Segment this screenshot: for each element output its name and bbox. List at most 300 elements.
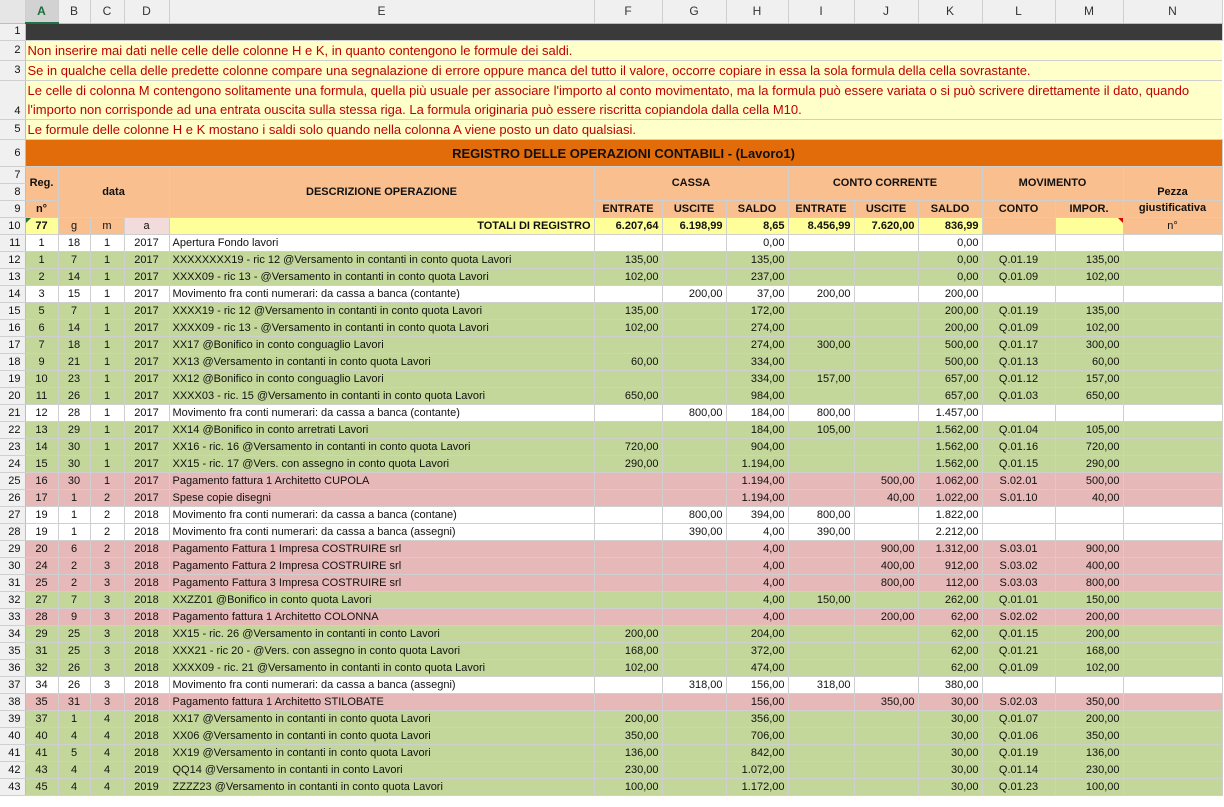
cc-saldo-cell[interactable]: 1.062,00 <box>918 473 982 490</box>
month-cell[interactable]: 3 <box>90 626 124 643</box>
row-header[interactable]: 41 <box>0 745 25 762</box>
importo-cell[interactable]: 800,00 <box>1055 575 1123 592</box>
row-header[interactable]: 2 <box>0 41 25 61</box>
cassa-uscite-cell[interactable] <box>662 490 726 507</box>
row-header[interactable]: 20 <box>0 388 25 405</box>
day-cell[interactable]: 30 <box>58 473 90 490</box>
day-cell[interactable]: 25 <box>58 626 90 643</box>
day-cell[interactable]: 18 <box>58 337 90 354</box>
conto-header[interactable]: CONTO <box>982 201 1055 218</box>
cc-entrate-cell[interactable] <box>788 660 854 677</box>
row-header[interactable]: 32 <box>0 592 25 609</box>
cassa-entrate-cell[interactable]: 135,00 <box>594 303 662 320</box>
cassa-entrate-cell[interactable]: 168,00 <box>594 643 662 660</box>
month-cell[interactable]: 3 <box>90 694 124 711</box>
pezza-cell[interactable] <box>1123 320 1222 337</box>
importo-cell[interactable]: 135,00 <box>1055 303 1123 320</box>
year-cell[interactable]: 2017 <box>124 269 169 286</box>
row-header[interactable]: 15 <box>0 303 25 320</box>
year-cell[interactable]: 2018 <box>124 575 169 592</box>
cassa-entrate-cell[interactable] <box>594 422 662 439</box>
pezza-cell[interactable] <box>1123 745 1222 762</box>
conto-cell[interactable] <box>982 405 1055 422</box>
cassa-entrate-header[interactable]: ENTRATE <box>594 201 662 218</box>
pezza-cell[interactable] <box>1123 490 1222 507</box>
cc-saldo-cell[interactable]: 30,00 <box>918 711 982 728</box>
cc-entrate-header[interactable]: ENTRATE <box>788 201 854 218</box>
cassa-saldo-cell[interactable]: 4,00 <box>726 558 788 575</box>
cc-entrate-cell[interactable]: 150,00 <box>788 592 854 609</box>
month-cell[interactable]: 1 <box>90 252 124 269</box>
cc-entrate-cell[interactable] <box>788 575 854 592</box>
day-cell[interactable]: 31 <box>58 694 90 711</box>
description-cell[interactable]: XX12 @Bonifico in conto conguaglio Lavori <box>169 371 594 388</box>
cassa-uscite-cell[interactable] <box>662 371 726 388</box>
cassa-saldo-cell[interactable]: 356,00 <box>726 711 788 728</box>
row-header[interactable]: 5 <box>0 120 25 140</box>
pezza-cell[interactable] <box>1123 337 1222 354</box>
cc-uscite-cell[interactable]: 800,00 <box>854 575 918 592</box>
pezza-cell[interactable] <box>1123 354 1222 371</box>
description-cell[interactable]: Movimento fra conti numerari: da cassa a banca (assegni) <box>169 677 594 694</box>
cc-entrate-cell[interactable] <box>788 541 854 558</box>
month-cell[interactable]: 1 <box>90 286 124 303</box>
cc-entrate-cell[interactable] <box>788 711 854 728</box>
cc-saldo-cell[interactable]: 1.312,00 <box>918 541 982 558</box>
cc-entrate-cell[interactable] <box>788 626 854 643</box>
cassa-uscite-cell[interactable] <box>662 728 726 745</box>
day-cell[interactable]: 30 <box>58 456 90 473</box>
cc-entrate-cell[interactable] <box>788 252 854 269</box>
cassa-saldo-cell[interactable]: 204,00 <box>726 626 788 643</box>
dark-band[interactable] <box>25 23 1222 41</box>
column-header-m[interactable]: M <box>1055 0 1123 23</box>
row-header[interactable]: 6 <box>0 140 25 167</box>
row-header[interactable]: 7 <box>0 167 25 184</box>
reg-number-cell[interactable]: 17 <box>25 490 58 507</box>
description-cell[interactable]: Pagamento Fattura 3 Impresa COSTRUIRE srl <box>169 575 594 592</box>
conto-cell[interactable] <box>982 286 1055 303</box>
totals-conto[interactable] <box>982 218 1055 235</box>
row-header[interactable]: 19 <box>0 371 25 388</box>
conto-cell[interactable]: Q.01.09 <box>982 269 1055 286</box>
cc-entrate-cell[interactable] <box>788 728 854 745</box>
year-cell[interactable]: 2018 <box>124 728 169 745</box>
cc-uscite-cell[interactable] <box>854 524 918 541</box>
pezza-cell[interactable] <box>1123 779 1222 796</box>
cc-uscite-cell[interactable] <box>854 388 918 405</box>
cassa-saldo-cell[interactable]: 842,00 <box>726 745 788 762</box>
totals-cc-uscite[interactable]: 7.620,00 <box>854 218 918 235</box>
conto-cell[interactable]: S.01.10 <box>982 490 1055 507</box>
cc-saldo-cell[interactable]: 112,00 <box>918 575 982 592</box>
day-cell[interactable]: 26 <box>58 660 90 677</box>
column-header-h[interactable]: H <box>726 0 788 23</box>
description-cell[interactable]: Pagamento fattura 1 Architetto STILOBATE <box>169 694 594 711</box>
cc-saldo-cell[interactable]: 500,00 <box>918 354 982 371</box>
cc-entrate-cell[interactable] <box>788 609 854 626</box>
cc-uscite-cell[interactable] <box>854 303 918 320</box>
year-cell[interactable]: 2017 <box>124 388 169 405</box>
cassa-saldo-cell[interactable]: 372,00 <box>726 643 788 660</box>
column-header-c[interactable]: C <box>90 0 124 23</box>
description-cell[interactable]: Movimento fra conti numerari: da cassa a banca (contante) <box>169 286 594 303</box>
year-cell[interactable]: 2017 <box>124 473 169 490</box>
day-cell[interactable]: 4 <box>58 728 90 745</box>
day-cell[interactable]: 25 <box>58 643 90 660</box>
cc-uscite-cell[interactable] <box>854 252 918 269</box>
cc-entrate-cell[interactable] <box>788 354 854 371</box>
reg-number-cell[interactable]: 40 <box>25 728 58 745</box>
cassa-saldo-cell[interactable]: 984,00 <box>726 388 788 405</box>
year-cell[interactable]: 2018 <box>124 592 169 609</box>
description-cell[interactable]: XXXX09 - ric 13 - @Versamento in contanti in conto quota Lavori <box>169 269 594 286</box>
cassa-uscite-cell[interactable]: 800,00 <box>662 405 726 422</box>
month-cell[interactable]: 1 <box>90 473 124 490</box>
day-cell[interactable]: 30 <box>58 439 90 456</box>
note-cell-4[interactable]: Le formule delle colonne H e K mostano i saldi solo quando nella colonna A viene posto un dato qualsiasi. <box>25 120 1222 140</box>
cc-uscite-cell[interactable]: 500,00 <box>854 473 918 490</box>
cc-uscite-cell[interactable] <box>854 626 918 643</box>
month-cell[interactable]: 4 <box>90 711 124 728</box>
year-cell[interactable]: 2017 <box>124 422 169 439</box>
reg-n-header[interactable]: n° <box>25 201 58 218</box>
cassa-saldo-cell[interactable]: 274,00 <box>726 337 788 354</box>
conto-cell[interactable]: Q.01.07 <box>982 711 1055 728</box>
column-header-d[interactable]: D <box>124 0 169 23</box>
cassa-uscite-cell[interactable] <box>662 558 726 575</box>
importo-cell[interactable]: 350,00 <box>1055 728 1123 745</box>
cc-saldo-cell[interactable]: 62,00 <box>918 609 982 626</box>
cc-entrate-cell[interactable] <box>788 303 854 320</box>
importo-cell[interactable]: 400,00 <box>1055 558 1123 575</box>
day-cell[interactable]: 18 <box>58 235 90 252</box>
year-cell[interactable]: 2018 <box>124 507 169 524</box>
pezza-cell[interactable] <box>1123 592 1222 609</box>
column-header-l[interactable]: L <box>982 0 1055 23</box>
pezza-cell[interactable] <box>1123 286 1222 303</box>
cassa-uscite-cell[interactable] <box>662 626 726 643</box>
note-cell-3[interactable]: Le celle di colonna M contengono solitamente una formula, quella più usuale per associare l'importo al conto movimentato, ma la formula può essere variata o si può scrivere direttamente il dato, quando l'importo non corrisponde ad una entrata ouscita sulla stessa riga. La formula originaria può essere riscritta copiandola dalla cella M10. <box>25 81 1222 120</box>
cassa-entrate-cell[interactable]: 720,00 <box>594 439 662 456</box>
cc-uscite-cell[interactable] <box>854 405 918 422</box>
cc-saldo-cell[interactable]: 912,00 <box>918 558 982 575</box>
cc-uscite-cell[interactable]: 200,00 <box>854 609 918 626</box>
description-cell[interactable]: XXXXXXXX19 - ric 12 @Versamento in contanti in conto quota Lavori <box>169 252 594 269</box>
conto-cell[interactable]: Q.01.15 <box>982 456 1055 473</box>
day-cell[interactable]: 15 <box>58 286 90 303</box>
cassa-entrate-cell[interactable]: 102,00 <box>594 320 662 337</box>
year-cell[interactable]: 2017 <box>124 286 169 303</box>
conto-cell[interactable] <box>982 235 1055 252</box>
cc-uscite-cell[interactable]: 400,00 <box>854 558 918 575</box>
cassa-uscite-cell[interactable]: 390,00 <box>662 524 726 541</box>
cc-uscite-cell[interactable] <box>854 354 918 371</box>
cassa-uscite-cell[interactable] <box>662 779 726 796</box>
day-cell[interactable]: 1 <box>58 524 90 541</box>
conto-cell[interactable]: Q.01.21 <box>982 643 1055 660</box>
pezza-cell[interactable] <box>1123 388 1222 405</box>
cassa-uscite-cell[interactable] <box>662 660 726 677</box>
cc-uscite-cell[interactable] <box>854 456 918 473</box>
day-cell[interactable]: 28 <box>58 405 90 422</box>
row-header[interactable]: 24 <box>0 456 25 473</box>
cassa-entrate-cell[interactable] <box>594 541 662 558</box>
cassa-entrate-cell[interactable]: 60,00 <box>594 354 662 371</box>
day-cell[interactable]: 7 <box>58 303 90 320</box>
day-cell[interactable]: 7 <box>58 592 90 609</box>
cassa-saldo-cell[interactable]: 4,00 <box>726 575 788 592</box>
totals-count[interactable]: 77 <box>25 218 58 235</box>
conto-cell[interactable]: Q.01.19 <box>982 252 1055 269</box>
cassa-entrate-cell[interactable]: 135,00 <box>594 252 662 269</box>
year-cell[interactable]: 2018 <box>124 541 169 558</box>
month-cell[interactable]: 1 <box>90 456 124 473</box>
reg-number-cell[interactable]: 31 <box>25 643 58 660</box>
reg-number-cell[interactable]: 11 <box>25 388 58 405</box>
row-header[interactable]: 23 <box>0 439 25 456</box>
cc-saldo-cell[interactable]: 30,00 <box>918 779 982 796</box>
year-cell[interactable]: 2018 <box>124 626 169 643</box>
importo-cell[interactable] <box>1055 677 1123 694</box>
reg-number-cell[interactable]: 37 <box>25 711 58 728</box>
day-cell[interactable]: 1 <box>58 490 90 507</box>
row-header[interactable]: 12 <box>0 252 25 269</box>
month-cell[interactable]: 1 <box>90 337 124 354</box>
importo-cell[interactable]: 200,00 <box>1055 711 1123 728</box>
cassa-saldo-cell[interactable]: 156,00 <box>726 677 788 694</box>
row-header[interactable]: 26 <box>0 490 25 507</box>
cassa-saldo-cell[interactable]: 4,00 <box>726 592 788 609</box>
totals-cassa-uscite[interactable]: 6.198,99 <box>662 218 726 235</box>
row-header[interactable]: 9 <box>0 201 25 218</box>
cassa-entrate-cell[interactable]: 100,00 <box>594 779 662 796</box>
month-cell[interactable]: 4 <box>90 762 124 779</box>
cc-uscite-cell[interactable] <box>854 711 918 728</box>
month-cell[interactable]: 1 <box>90 269 124 286</box>
totals-cc-saldo[interactable]: 836,99 <box>918 218 982 235</box>
month-cell[interactable]: 3 <box>90 592 124 609</box>
column-header-n[interactable]: N <box>1123 0 1222 23</box>
impor-header[interactable]: IMPOR. <box>1055 201 1123 218</box>
cassa-uscite-cell[interactable] <box>662 252 726 269</box>
day-cell[interactable]: 14 <box>58 269 90 286</box>
cassa-saldo-cell[interactable]: 334,00 <box>726 354 788 371</box>
year-cell[interactable]: 2018 <box>124 609 169 626</box>
cc-uscite-cell[interactable] <box>854 422 918 439</box>
cassa-uscite-cell[interactable] <box>662 354 726 371</box>
reg-number-cell[interactable]: 14 <box>25 439 58 456</box>
cassa-uscite-cell[interactable]: 318,00 <box>662 677 726 694</box>
reg-number-cell[interactable]: 43 <box>25 762 58 779</box>
month-cell[interactable]: 4 <box>90 728 124 745</box>
description-cell[interactable]: XX17 @Versamento in contanti in conto quota Lavori <box>169 711 594 728</box>
year-cell[interactable]: 2017 <box>124 235 169 252</box>
importo-cell[interactable] <box>1055 507 1123 524</box>
row-header[interactable]: 38 <box>0 694 25 711</box>
cassa-uscite-cell[interactable] <box>662 388 726 405</box>
pezza-cell[interactable] <box>1123 371 1222 388</box>
note-cell-1[interactable]: Non inserire mai dati nelle celle delle colonne H e K, in quanto contengono le formule dei saldi. <box>25 41 1222 61</box>
cc-entrate-cell[interactable]: 318,00 <box>788 677 854 694</box>
day-cell[interactable]: 9 <box>58 609 90 626</box>
row-header[interactable]: 21 <box>0 405 25 422</box>
totals-cc-entrate[interactable]: 8.456,99 <box>788 218 854 235</box>
conto-cell[interactable]: Q.01.01 <box>982 592 1055 609</box>
month-cell[interactable]: 3 <box>90 558 124 575</box>
cassa-saldo-cell[interactable]: 334,00 <box>726 371 788 388</box>
reg-number-cell[interactable]: 10 <box>25 371 58 388</box>
cc-entrate-cell[interactable]: 800,00 <box>788 507 854 524</box>
totals-cassa-saldo[interactable]: 8,65 <box>726 218 788 235</box>
day-cell[interactable]: 29 <box>58 422 90 439</box>
pezza-cell[interactable] <box>1123 728 1222 745</box>
cassa-entrate-cell[interactable] <box>594 286 662 303</box>
conto-cell[interactable]: Q.01.15 <box>982 626 1055 643</box>
cassa-saldo-cell[interactable]: 274,00 <box>726 320 788 337</box>
pezza-cell[interactable] <box>1123 507 1222 524</box>
conto-cell[interactable]: S.02.03 <box>982 694 1055 711</box>
importo-cell[interactable]: 300,00 <box>1055 337 1123 354</box>
movimento-header[interactable]: MOVIMENTO <box>982 167 1123 201</box>
row-header[interactable]: 17 <box>0 337 25 354</box>
column-header-e[interactable]: E <box>169 0 594 23</box>
importo-cell[interactable]: 40,00 <box>1055 490 1123 507</box>
row-header[interactable]: 14 <box>0 286 25 303</box>
cassa-saldo-cell[interactable]: 1.072,00 <box>726 762 788 779</box>
cc-entrate-cell[interactable] <box>788 320 854 337</box>
year-cell[interactable]: 2018 <box>124 558 169 575</box>
reg-number-cell[interactable]: 19 <box>25 524 58 541</box>
cassa-entrate-cell[interactable] <box>594 405 662 422</box>
cc-saldo-cell[interactable]: 30,00 <box>918 728 982 745</box>
reg-number-cell[interactable]: 45 <box>25 779 58 796</box>
importo-cell[interactable]: 150,00 <box>1055 592 1123 609</box>
row-header[interactable]: 31 <box>0 575 25 592</box>
importo-cell[interactable]: 900,00 <box>1055 541 1123 558</box>
column-header-a[interactable]: A <box>25 0 58 23</box>
day-cell[interactable]: 5 <box>58 745 90 762</box>
cc-saldo-cell[interactable]: 0,00 <box>918 235 982 252</box>
cc-entrate-cell[interactable] <box>788 745 854 762</box>
cassa-uscite-cell[interactable] <box>662 337 726 354</box>
conto-cell[interactable]: Q.01.09 <box>982 320 1055 337</box>
year-cell[interactable]: 2018 <box>124 677 169 694</box>
description-cell[interactable]: Movimento fra conti numerari: da cassa a banca (assegni) <box>169 524 594 541</box>
month-cell[interactable]: 3 <box>90 660 124 677</box>
year-cell[interactable]: 2018 <box>124 524 169 541</box>
row-header[interactable]: 36 <box>0 660 25 677</box>
cc-entrate-cell[interactable] <box>788 456 854 473</box>
importo-cell[interactable]: 136,00 <box>1055 745 1123 762</box>
reg-number-cell[interactable]: 35 <box>25 694 58 711</box>
description-cell[interactable]: ZZZZ23 @Versamento in contanti in conto quota Lavori <box>169 779 594 796</box>
reg-number-cell[interactable]: 1 <box>25 235 58 252</box>
data-header[interactable]: data <box>58 167 169 218</box>
day-cell[interactable]: 4 <box>58 762 90 779</box>
cc-uscite-cell[interactable] <box>854 371 918 388</box>
cc-saldo-cell[interactable]: 62,00 <box>918 660 982 677</box>
description-cell[interactable]: XX14 @Bonifico in conto arretrati Lavori <box>169 422 594 439</box>
cassa-saldo-cell[interactable]: 4,00 <box>726 541 788 558</box>
importo-cell[interactable]: 290,00 <box>1055 456 1123 473</box>
cassa-entrate-cell[interactable] <box>594 473 662 490</box>
month-cell[interactable]: 2 <box>90 490 124 507</box>
cc-uscite-cell[interactable] <box>854 660 918 677</box>
year-cell[interactable]: 2019 <box>124 762 169 779</box>
day-cell[interactable]: 14 <box>58 320 90 337</box>
cc-uscite-cell[interactable] <box>854 643 918 660</box>
column-header-i[interactable]: I <box>788 0 854 23</box>
importo-cell[interactable]: 102,00 <box>1055 660 1123 677</box>
cassa-uscite-cell[interactable] <box>662 609 726 626</box>
cassa-uscite-cell[interactable] <box>662 711 726 728</box>
conto-cell[interactable]: Q.01.09 <box>982 660 1055 677</box>
cc-entrate-cell[interactable] <box>788 694 854 711</box>
cc-uscite-cell[interactable] <box>854 677 918 694</box>
cc-entrate-cell[interactable]: 390,00 <box>788 524 854 541</box>
row-header[interactable]: 30 <box>0 558 25 575</box>
row-header[interactable]: 29 <box>0 541 25 558</box>
pezza-cell[interactable] <box>1123 524 1222 541</box>
day-cell[interactable]: 21 <box>58 354 90 371</box>
day-cell[interactable]: 2 <box>58 575 90 592</box>
year-cell[interactable]: 2017 <box>124 490 169 507</box>
cc-entrate-cell[interactable]: 800,00 <box>788 405 854 422</box>
conto-cell[interactable]: Q.01.12 <box>982 371 1055 388</box>
year-cell[interactable]: 2017 <box>124 354 169 371</box>
cc-entrate-cell[interactable] <box>788 490 854 507</box>
importo-cell[interactable] <box>1055 405 1123 422</box>
description-cell[interactable]: XXXX19 - ric 12 @Versamento in contanti in conto quota Lavori <box>169 303 594 320</box>
cc-saldo-cell[interactable]: 62,00 <box>918 626 982 643</box>
description-cell[interactable]: Pagamento fattura 1 Architetto COLONNA <box>169 609 594 626</box>
cc-entrate-cell[interactable] <box>788 235 854 252</box>
cassa-saldo-header[interactable]: SALDO <box>726 201 788 218</box>
cassa-entrate-cell[interactable] <box>594 575 662 592</box>
month-cell[interactable]: 3 <box>90 609 124 626</box>
cassa-entrate-cell[interactable]: 200,00 <box>594 626 662 643</box>
cc-saldo-cell[interactable]: 1.822,00 <box>918 507 982 524</box>
cassa-entrate-cell[interactable] <box>594 524 662 541</box>
cc-uscite-cell[interactable] <box>854 728 918 745</box>
conto-cell[interactable]: Q.01.23 <box>982 779 1055 796</box>
cc-entrate-cell[interactable] <box>788 558 854 575</box>
pezza-cell[interactable] <box>1123 643 1222 660</box>
day-cell[interactable]: 1 <box>58 507 90 524</box>
description-cell[interactable]: Movimento fra conti numerari: da cassa a banca (contane) <box>169 507 594 524</box>
cassa-entrate-cell[interactable]: 200,00 <box>594 711 662 728</box>
cassa-saldo-cell[interactable]: 706,00 <box>726 728 788 745</box>
conto-cell[interactable] <box>982 507 1055 524</box>
row-header[interactable]: 4 <box>0 81 25 120</box>
cassa-entrate-cell[interactable] <box>594 694 662 711</box>
cassa-uscite-cell[interactable] <box>662 269 726 286</box>
reg-number-cell[interactable]: 9 <box>25 354 58 371</box>
cc-saldo-cell[interactable]: 0,00 <box>918 252 982 269</box>
reg-number-cell[interactable]: 15 <box>25 456 58 473</box>
cassa-saldo-cell[interactable]: 237,00 <box>726 269 788 286</box>
reg-number-cell[interactable]: 25 <box>25 575 58 592</box>
cc-entrate-cell[interactable] <box>788 388 854 405</box>
year-cell[interactable]: 2017 <box>124 303 169 320</box>
cassa-entrate-cell[interactable]: 102,00 <box>594 269 662 286</box>
reg-number-cell[interactable]: 7 <box>25 337 58 354</box>
reg-number-cell[interactable]: 28 <box>25 609 58 626</box>
importo-cell[interactable]: 200,00 <box>1055 626 1123 643</box>
description-cell[interactable]: XXXX03 - ric. 15 @Versamento in contanti in conto quota Lavori <box>169 388 594 405</box>
conto-cell[interactable]: S.03.03 <box>982 575 1055 592</box>
